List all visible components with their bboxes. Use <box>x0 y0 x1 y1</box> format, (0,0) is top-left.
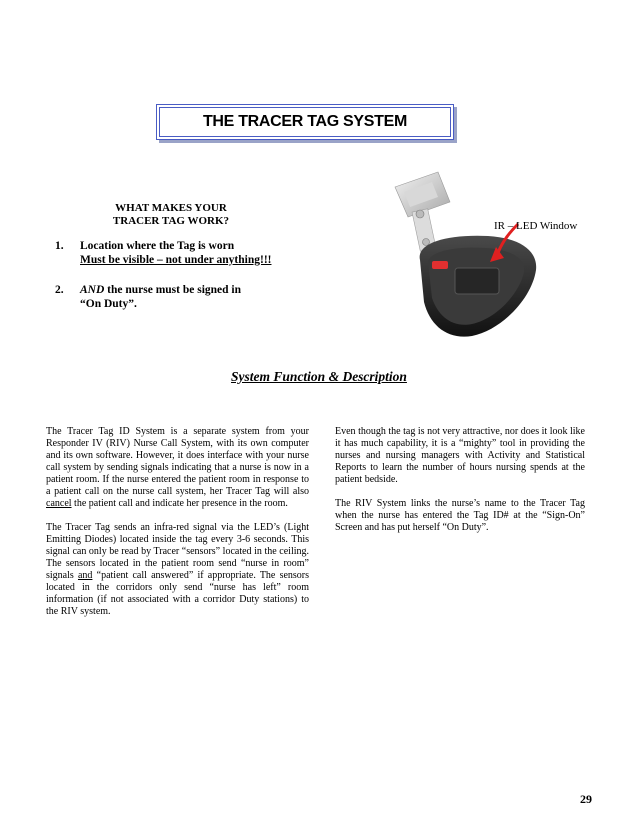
list-number: 1. <box>55 240 64 252</box>
list-item-line2: “On Duty”. <box>80 298 137 310</box>
section-title: System Function & Description <box>231 369 407 384</box>
right-column <box>335 426 585 546</box>
right-paragraph-1: Even though the tag is not very attractive, nor does it look like it has much capability, it is a “mighty” tool in providing the nurses and nursing managers with Activity and Statistical Reports to learn the number of hours nursing spends at the patient bedside. <box>335 426 585 485</box>
tracer-tag-photo <box>360 162 560 357</box>
left-paragraph-2 <box>46 522 309 618</box>
red-button <box>432 261 448 269</box>
requirements-list <box>55 239 315 327</box>
text-run: The Tracer Tag sends an infra-red signal via the LED’s (Light Emitting Diodes) located inside the tag every 3-6 seconds. This signal can only be read by Tracer “sensors” located in the ceiling. The sensors located in the patient room send “nurse in room” signals <box>46 522 309 581</box>
ir-led-window <box>455 268 499 294</box>
list-item-line1: Location where the Tag is worn <box>80 240 235 252</box>
list-item <box>55 283 315 311</box>
text-run: “patient call answered” if appropriate. The sensors located in the corridors only send “nurse has left” room information (if not associated with a corridor Duty stations) to the RIV system. <box>46 570 310 617</box>
list-number: 2. <box>55 284 64 296</box>
what-makes-line1: WHAT MAKES YOUR <box>115 202 227 214</box>
list-item <box>55 239 315 267</box>
list-item-line1 <box>80 283 315 297</box>
left-column <box>46 426 309 630</box>
and-emphasis: AND <box>80 284 105 296</box>
what-makes-line2: TRACER TAG WORK? <box>112 215 230 227</box>
ir-led-label: IR – LED Window <box>494 220 578 232</box>
right-paragraph-2: The RIV System links the nurse’s name to the Tracer Tag when the nurse has entered the Tag ID# at the “Sign-On” Screen and has put herself “On Duty”. <box>335 498 585 533</box>
text-run: the patient call and indicate her presence in the room. <box>71 498 288 509</box>
page-title: THE TRACER TAG SYSTEM <box>202 113 408 130</box>
left-paragraph-1 <box>46 426 309 510</box>
list-item-line1-rest: the nurse must be signed in <box>104 284 242 296</box>
list-item-line2: Must be visible – not under anything!!! <box>80 254 272 266</box>
text-run: The Tracer Tag ID System is a separate system from your Responder IV (RIV) Nurse Call System, with its own computer and its own software. However, it does interface with your nurse call system by sending signals indicating that a nurse is now in a patient room. If the nurse entered the patient room in response to a patient call on the nurse call system, her Tracer Tag will also <box>46 426 309 497</box>
text-run-underlined: cancel <box>46 498 72 509</box>
text-run-underlined: and <box>77 570 93 581</box>
title-box <box>156 104 454 140</box>
what-makes-heading <box>96 202 246 228</box>
page-number: 29 <box>580 792 592 806</box>
